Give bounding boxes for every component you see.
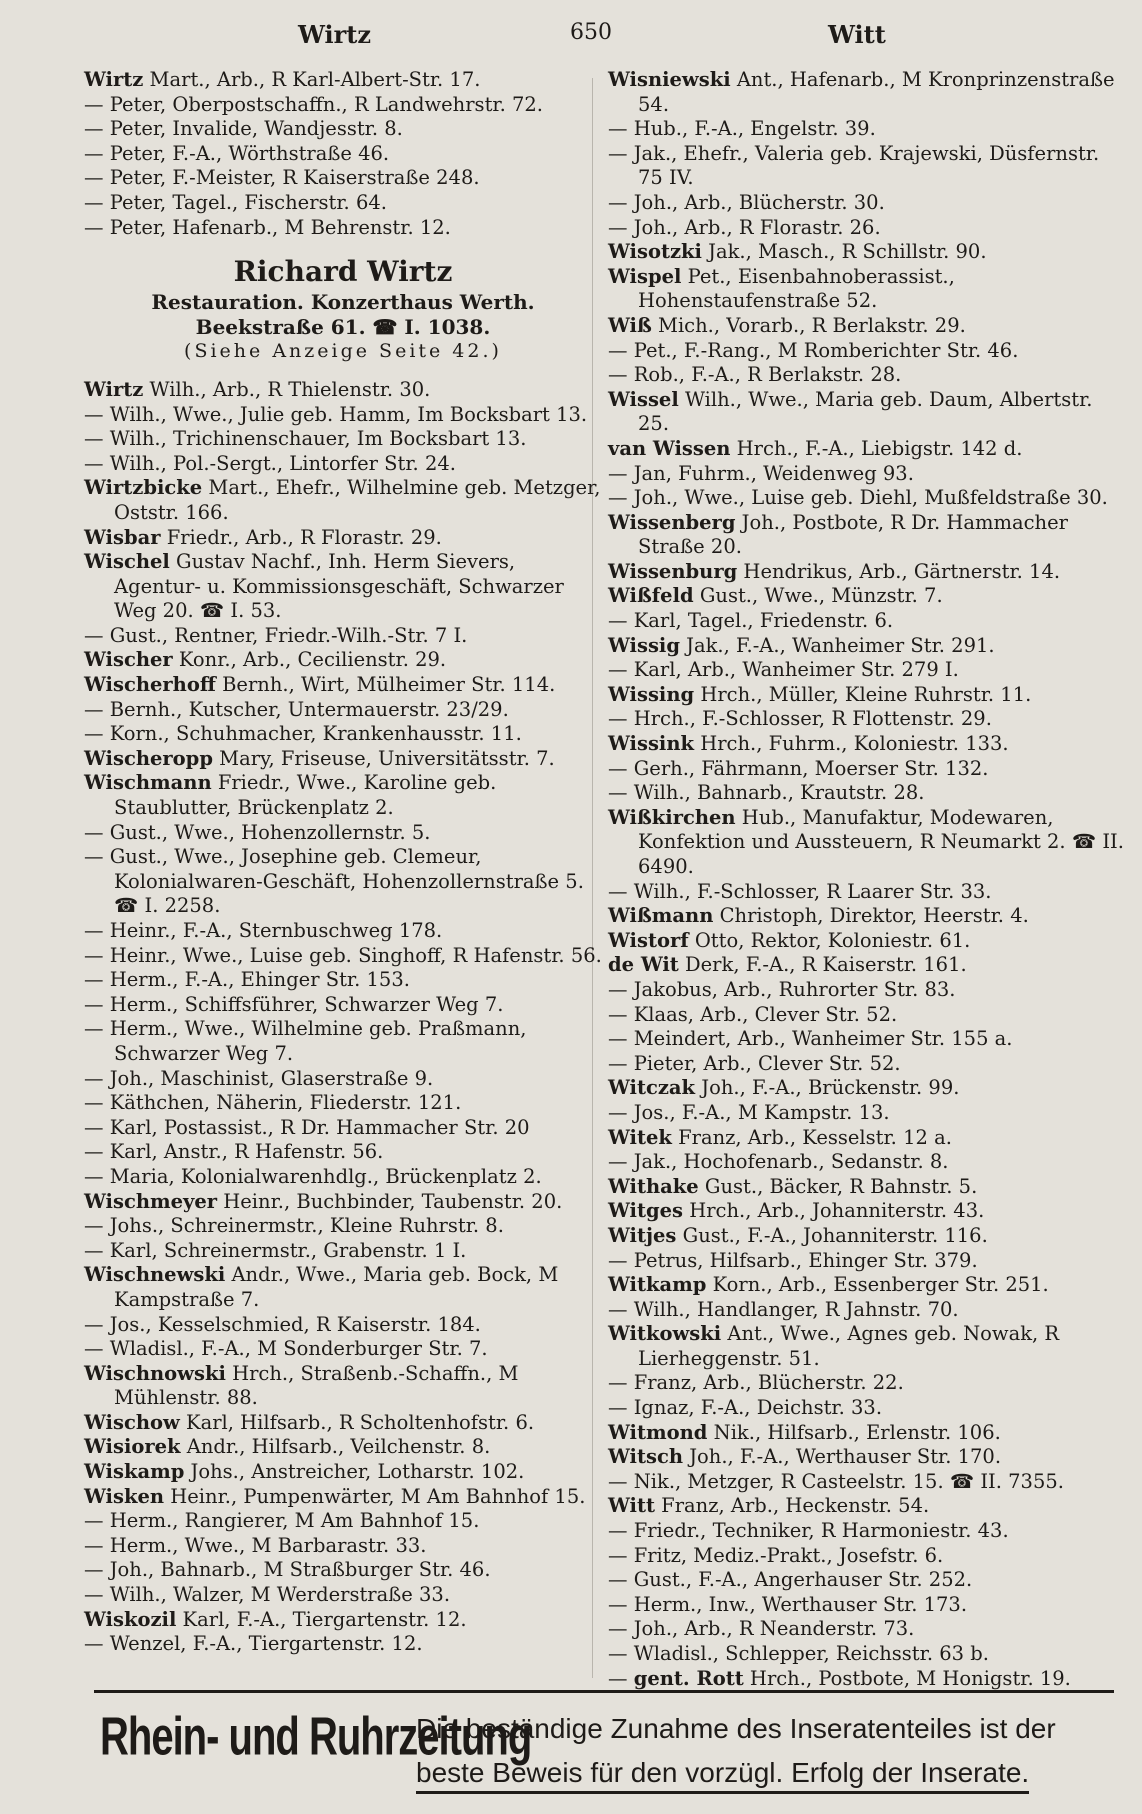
directory-entry: Wischeropp Mary, Friseuse, Universitätsstr. 7. bbox=[84, 746, 555, 770]
directory-entry: — Gust., Wwe., Josephine geb. Clemeur, Kolonialwaren-Geschäft, Hohenzollernstraße 5. ☎ I. 2258. bbox=[84, 845, 584, 918]
directory-entry: — Wladisl., Schlepper, Reichsstr. 63 b. bbox=[608, 1642, 989, 1665]
directory-entry: — Friedr., Techniker, R Harmoniestr. 43. bbox=[608, 1519, 1009, 1543]
directory-entry: Wissenburg Hendrikus, Arb., Gärtnerstr. 14. bbox=[608, 559, 1061, 583]
directory-entry: Wisniewski Ant., Hafenarb., M Kronprinzenstraße 54. bbox=[608, 68, 1115, 116]
directory-entry: — Pieter, Arb., Clever Str. 52. bbox=[608, 1051, 901, 1075]
directory-entry: — Karl, Anstr., R Hafenstr. 56. bbox=[84, 1140, 384, 1164]
directory-entry: — Jan, Fuhrm., Weidenweg 93. bbox=[608, 461, 914, 485]
directory-entry: Wisken Heinr., Pumpenwärter, M Am Bahnhof 15. bbox=[84, 1484, 586, 1508]
directory-entry: Wischnewski Andr., Wwe., Maria geb. Bock, M Kampstraße 7. bbox=[84, 1263, 559, 1311]
advert-reference: (Siehe Anzeige Seite 42.) bbox=[184, 340, 502, 363]
directory-entry: — Petrus, Hilfsarb., Ehinger Str. 379. bbox=[608, 1248, 978, 1272]
directory-entry: Wischer Konr., Arb., Cecilienstr. 29. bbox=[84, 648, 447, 672]
directory-entry: Wischmann Friedr., Wwe., Karoline geb. Staublutter, Brückenplatz 2. bbox=[84, 771, 497, 820]
directory-entry: — Franz, Arb., Blücherstr. 22. bbox=[608, 1371, 904, 1395]
directory-entry: — Wilh., Trichinenschauer, Im Bocksbart 13. bbox=[84, 427, 527, 451]
directory-entry: Wiskamp Johs., Anstreicher, Lotharstr. 102. bbox=[84, 1460, 525, 1484]
directory-entry: Wirtz Mart., Arb., R Karl-Albert-Str. 17. bbox=[84, 68, 481, 91]
right-column bbox=[608, 68, 1126, 1691]
directory-entry: — Bernh., Kutscher, Untermauerstr. 23/29. bbox=[84, 697, 509, 721]
directory-entry: — Jak., Hochofenarb., Sedanstr. 8. bbox=[608, 1150, 949, 1174]
directory-entry: — Joh., Arb., Blücherstr. 30. bbox=[608, 190, 885, 214]
directory-entry: — Herm., Schiffsführer, Schwarzer Weg 7. bbox=[84, 992, 504, 1016]
directory-entry: — Peter, Tagel., Fischerstr. 64. bbox=[84, 190, 387, 214]
directory-entry: — Peter, Oberpostschaffn., R Landwehrstr. 72. bbox=[84, 92, 543, 116]
left-entries-top bbox=[84, 68, 602, 240]
footer-line-1: Die beständige Zunahme des Inseratenteiles ist der bbox=[416, 1713, 1056, 1744]
directory-entry: Wisbar Friedr., Arb., R Florastr. 29. bbox=[84, 525, 442, 549]
directory-entry: — Wilh., Pol.-Sergt., Lintorfer Str. 24. bbox=[84, 451, 456, 475]
directory-entry: van Wissen Hrch., F.-A., Liebigstr. 142 d. bbox=[608, 436, 1023, 460]
header-left-keyword: Wirtz bbox=[298, 20, 372, 49]
directory-entry: Wischnowski Hrch., Straßenb.-Schaffn., M Mühlenstr. 88. bbox=[84, 1361, 519, 1410]
directory-entry: — Klaas, Arb., Clever Str. 52. bbox=[608, 1002, 898, 1026]
directory-entry: Witek Franz, Arb., Kesselstr. 12 a. bbox=[608, 1125, 952, 1149]
directory-entry: — Wilh., Bahnarb., Krautstr. 28. bbox=[608, 781, 925, 805]
directory-entry: Wiskozil Karl, F.-A., Tiergartenstr. 12. bbox=[84, 1607, 467, 1631]
directory-entry: — Herm., F.-A., Ehinger Str. 153. bbox=[84, 968, 410, 992]
directory-entry: — Hrch., F.-Schlosser, R Flottenstr. 29. bbox=[608, 707, 992, 731]
directory-entry: Witmond Nik., Hilfsarb., Erlenstr. 106. bbox=[608, 1420, 1001, 1444]
directory-entry: Wißkirchen Hub., Manufaktur, Modewaren, Konfektion und Aussteuern, R Neumarkt 2. ☎ II. 6490. bbox=[608, 805, 1124, 878]
directory-entry: — Gust., Rentner, Friedr.-Wilh.-Str. 7 I. bbox=[84, 623, 468, 647]
directory-entry: — Maria, Kolonialwarenhdlg., Brückenplatz 2. bbox=[84, 1164, 542, 1188]
directory-entry: — Fritz, Mediz.-Prakt., Josefstr. 6. bbox=[608, 1543, 944, 1567]
directory-entry: — Wilh., Walzer, M Werderstraße 33. bbox=[84, 1583, 451, 1607]
directory-entry: — Gerh., Fährmann, Moerser Str. 132. bbox=[608, 756, 989, 780]
richard-wirtz-advert bbox=[84, 254, 602, 364]
directory-entry: Wiß Mich., Vorarb., R Berlakstr. 29. bbox=[608, 313, 966, 337]
directory-entry: — Meindert, Arb., Wanheimer Str. 155 a. bbox=[608, 1027, 1013, 1051]
header-right-keyword: Witt bbox=[828, 20, 886, 49]
directory-entry: — Jos., F.-A., M Kampstr. 13. bbox=[608, 1100, 890, 1124]
directory-entry: Wischmeyer Heinr., Buchbinder, Taubenstr. 20. bbox=[84, 1189, 563, 1213]
newspaper-footer-ad bbox=[94, 1690, 1114, 1809]
directory-entry: — Jakobus, Arb., Ruhrorter Str. 83. bbox=[608, 977, 956, 1001]
directory-entry: — Jos., Kesselschmied, R Kaiserstr. 184. bbox=[84, 1312, 481, 1336]
directory-entry: — Joh., Arb., R Florastr. 26. bbox=[608, 215, 881, 239]
directory-entry: Wirtzbicke Mart., Ehefr., Wilhelmine geb. Metzger, Oststr. 166. bbox=[84, 476, 601, 524]
directory-entry: Witjes Gust., F.-A., Johanniterstr. 116. bbox=[608, 1223, 988, 1247]
directory-entry: Wißfeld Gust., Wwe., Münzstr. 7. bbox=[608, 584, 943, 608]
directory-entry: Witkamp Korn., Arb., Essenberger Str. 251. bbox=[608, 1273, 1049, 1297]
directory-entry: Wispel Pet., Eisenbahnoberassist., Hohenstaufenstraße 52. bbox=[608, 264, 955, 313]
directory-entry: — Joh., Arb., R Neanderstr. 73. bbox=[608, 1617, 915, 1641]
directory-entry: Witsch Joh., F.-A., Werthauser Str. 170. bbox=[608, 1445, 1002, 1469]
directory-entry: Wirtz Wilh., Arb., R Thielenstr. 30. bbox=[84, 377, 431, 401]
directory-entry: — Karl, Schreinermstr., Grabenstr. 1 I. bbox=[84, 1238, 467, 1262]
directory-entry: — Rob., F.-A., R Berlakstr. 28. bbox=[608, 363, 902, 387]
directory-entry: Wissing Hrch., Müller, Kleine Ruhrstr. 11. bbox=[608, 682, 1032, 706]
directory-entry: Wischow Karl, Hilfsarb., R Scholtenhofstr. 6. bbox=[84, 1410, 535, 1434]
directory-entry: — Käthchen, Näherin, Fliederstr. 121. bbox=[84, 1091, 462, 1115]
directory-entry: — Johs., Schreinermstr., Kleine Ruhrstr. 8. bbox=[84, 1214, 504, 1238]
directory-entry: Wissink Hrch., Fuhrm., Koloniestr. 133. bbox=[608, 732, 1009, 756]
directory-entry: Witkowski Ant., Wwe., Agnes geb. Nowak, R Lierheggenstr. 51. bbox=[608, 1322, 1060, 1370]
directory-entry: — Karl, Arb., Wanheimer Str. 279 I. bbox=[608, 658, 959, 682]
directory-entry: Wisiorek Andr., Hilfsarb., Veilchenstr. 8. bbox=[84, 1435, 491, 1459]
directory-entry: Witt Franz, Arb., Heckenstr. 54. bbox=[608, 1494, 930, 1518]
directory-entry: — Peter, F.-A., Wörthstraße 46. bbox=[84, 141, 390, 165]
directory-entry: — Peter, F.-Meister, R Kaiserstraße 248. bbox=[84, 166, 480, 190]
directory-entry: — Ignaz, F.-A., Deichstr. 33. bbox=[608, 1396, 883, 1420]
directory-entry: Withake Gust., Bäcker, R Bahnstr. 5. bbox=[608, 1174, 978, 1198]
directory-entry: Wissig Jak., F.-A., Wanheimer Str. 291. bbox=[608, 633, 995, 657]
directory-entry: — Peter, Hafenarb., M Behrenstr. 12. bbox=[84, 215, 451, 239]
directory-entry: Wistorf Otto, Rektor, Koloniestr. 61. bbox=[608, 928, 971, 952]
directory-entry: — Wilh., F.-Schlosser, R Laarer Str. 33. bbox=[608, 879, 992, 903]
directory-entry: Wissenberg Joh., Postbote, R Dr. Hammacher Straße 20. bbox=[608, 510, 1068, 559]
directory-entry: Wischel Gustav Nachf., Inh. Herm Sievers, Agentur- u. Kommissionsgeschäft, Schwarzer Weg 20. ☎ I. 53. bbox=[84, 550, 564, 623]
directory-entry: — gent. Rott Hrch., Postbote, M Honigstr. 19. bbox=[608, 1666, 1071, 1690]
footer-brand: Rhein- und Ruhrzeitung bbox=[100, 1707, 532, 1767]
directory-entry: Witges Hrch., Arb., Johanniterstr. 43. bbox=[608, 1199, 985, 1223]
directory-entry: Wißmann Christoph, Direktor, Heerstr. 4. bbox=[608, 904, 1029, 928]
directory-entry: Wisotzki Jak., Masch., R Schillstr. 90. bbox=[608, 240, 987, 264]
footer-line-2: beste Beweis für den vorzügl. Erfolg der Inserate. bbox=[416, 1757, 1029, 1794]
directory-entry: — Wilh., Wwe., Julie geb. Hamm, Im Bocksbart 13. bbox=[84, 402, 588, 426]
directory-entry: Wischerhoff Bernh., Wirt, Mülheimer Str. 114. bbox=[84, 673, 556, 697]
directory-entry: — Joh., Bahnarb., M Straßburger Str. 46. bbox=[84, 1558, 491, 1582]
directory-entry: — Hub., F.-A., Engelstr. 39. bbox=[608, 117, 876, 141]
directory-entry: — Gust., Wwe., Hohenzollernstr. 5. bbox=[84, 820, 431, 844]
directory-entry: — Herm., Wwe., Wilhelmine geb. Praßmann, Schwarzer Weg 7. bbox=[84, 1017, 527, 1065]
advert-business: Restauration. Konzerthaus Werth. bbox=[151, 290, 535, 315]
directory-entry: — Joh., Maschinist, Glaserstraße 9. bbox=[84, 1066, 434, 1090]
directory-entry: Wissel Wilh., Wwe., Maria geb. Daum, Albertstr. 25. bbox=[608, 387, 1093, 436]
directory-entry: — Joh., Wwe., Luise geb. Diehl, Mußfeldstraße 30. bbox=[608, 486, 1108, 510]
directory-entry: — Heinr., F.-A., Sternbuschweg 178. bbox=[84, 919, 443, 942]
page-number: 650 bbox=[570, 20, 612, 45]
directory-entry: — Karl, Tagel., Friedenstr. 6. bbox=[608, 609, 894, 633]
advert-address: Beekstraße 61. ☎ I. 1038. bbox=[195, 314, 491, 339]
right-entries bbox=[608, 68, 1126, 1691]
directory-entry: — Wenzel, F.-A., Tiergartenstr. 12. bbox=[84, 1632, 423, 1656]
directory-entry: Witczak Joh., F.-A., Brückenstr. 99. bbox=[608, 1076, 960, 1100]
directory-entry: — Gust., F.-A., Angerhauser Str. 252. bbox=[608, 1568, 973, 1592]
directory-entry: — Karl, Postassist., R Dr. Hammacher Str. 20 bbox=[84, 1115, 530, 1139]
directory-entry: — Jak., Ehefr., Valeria geb. Krajewski, Düsfernstr. 75 IV. bbox=[608, 141, 1100, 190]
directory-entry: — Wladisl., F.-A., M Sonderburger Str. 7. bbox=[84, 1337, 488, 1361]
directory-entry: — Korn., Schuhmacher, Krankenhausstr. 11. bbox=[84, 722, 522, 746]
directory-entry: — Wilh., Handlanger, R Jahnstr. 70. bbox=[608, 1297, 959, 1321]
directory-entry: de Wit Derk, F.-A., R Kaiserstr. 161. bbox=[608, 953, 967, 977]
directory-entry: — Herm., Inw., Werthauser Str. 173. bbox=[608, 1592, 968, 1616]
directory-entry: — Heinr., Wwe., Luise geb. Singhoff, R Hafenstr. 56. bbox=[84, 943, 602, 967]
directory-entry: — Pet., F.-Rang., M Romberichter Str. 46. bbox=[608, 338, 1019, 362]
left-column bbox=[84, 68, 602, 1657]
advert-name: Richard Wirtz bbox=[233, 255, 453, 289]
page-header bbox=[0, 20, 1142, 60]
directory-entry: — Herm., Wwe., M Barbarastr. 33. bbox=[84, 1533, 427, 1557]
directory-entry: — Peter, Invalide, Wandjesstr. 8. bbox=[84, 117, 403, 141]
directory-entry: — Nik., Metzger, R Casteelstr. 15. ☎ II. 7355. bbox=[608, 1469, 1064, 1493]
directory-entry: — Herm., Rangierer, M Am Bahnhof 15. bbox=[84, 1509, 480, 1533]
left-entries-main bbox=[84, 378, 602, 1657]
